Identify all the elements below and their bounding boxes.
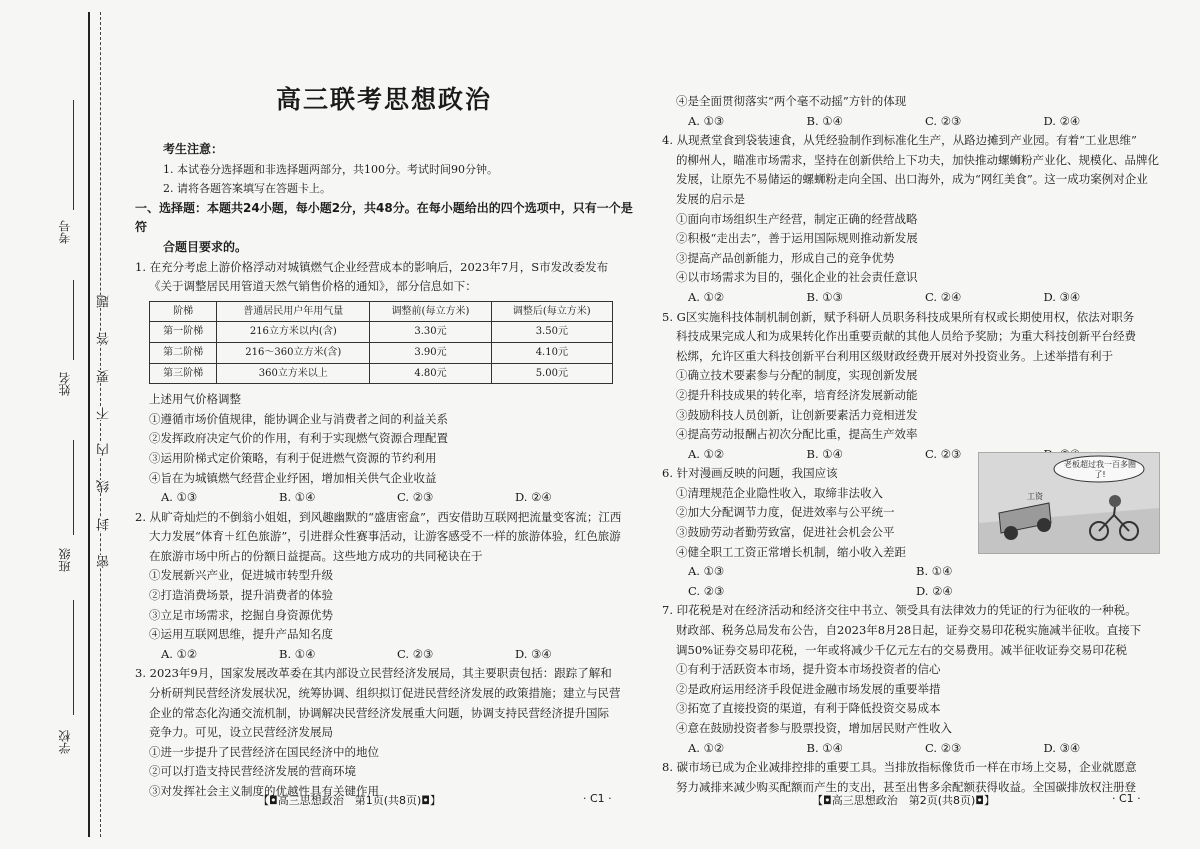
table-cell: 3.50元: [491, 322, 612, 343]
margin-line: [88, 12, 90, 837]
choice-item: ①面向市场组织生产经营，制定正确的经营战略: [676, 211, 918, 226]
option-b: B. ①③: [806, 289, 843, 304]
option-b: B. ①④: [279, 490, 316, 505]
question-stem: 企业的常态化沟通交流机制，协调解决民营经济发展重大问题，协调支持民营经济提升国际: [149, 705, 609, 720]
option-a: A. ①②: [688, 289, 725, 304]
table-cell: 3.90元: [370, 342, 491, 363]
question-stem: 4. 从现煮堂食到袋装速食，从凭经验制作到标准化生产，从路边摊到产业园。有着“工业思维”: [662, 133, 1137, 148]
choice-item: ③鼓励劳动者勤劳致富，促进社会机会公平: [676, 525, 895, 540]
table-cell: 3.30元: [370, 322, 491, 343]
question-2: [135, 508, 633, 665]
choice-item: ①清理规范企业隐性收入，取缔非法收入: [676, 485, 883, 500]
seal-char: 答: [97, 332, 112, 345]
seal-char: 线: [97, 480, 112, 493]
option-a: A. ①②: [688, 446, 725, 461]
choice-item: ②加大分配调节力度，促进效率与公平统一: [676, 505, 895, 520]
option-b: B. ①④: [806, 113, 843, 128]
question-stem: 1. 在充分考虑上游价格浮动对城镇燃气企业经营成本的影响后，2023年7月，S市发改委发布: [135, 259, 609, 274]
question-stem: 3. 2023年9月，国家发展改革委在其内部设立民营经济发展局，其主要职责包括：跟踪了解和: [135, 666, 612, 681]
binding-margin: [0, 0, 110, 849]
option-d: D. ②④: [916, 583, 953, 598]
table-cell: 第一阶梯: [150, 322, 217, 343]
right-column: [662, 92, 1162, 797]
seal-char: 内: [97, 443, 112, 456]
option-c: C. ②③: [397, 490, 434, 505]
option-a: A. ①②: [161, 646, 198, 661]
table-cell: 5.00元: [491, 363, 612, 384]
page-code-left: · C1 ·: [583, 792, 612, 805]
left-column: [135, 84, 633, 802]
choice-item: ②打造消费场景，提升消费者的体验: [149, 588, 333, 603]
table-row: [150, 363, 613, 384]
notice-line: 1. 本试卷分选择题和非选择题两部分，共100分。考试时间90分钟。: [163, 162, 498, 176]
question-stem: 松绑，允许区重大科技创新平台利用区级财政经费开展对外投资业务。上述举措有利于: [676, 348, 1113, 363]
name-blank: [73, 280, 74, 360]
question-stem: 6. 针对漫画反映的问题，我国应该: [662, 466, 838, 481]
table-cell: 216立方米以内(含): [217, 322, 370, 343]
school-label: 学校: [58, 730, 72, 754]
question-stem: 竞争力。可见，设立民营经济发展局: [149, 725, 333, 740]
option-b: B. ①④: [806, 740, 843, 755]
section-title: 一、选择题：本题共24小题，每小题2分，共48分。在每小题给出的四个选项中，只有一个是符: [135, 200, 633, 235]
page-footer-left: 【◘高三思想政治 第1页(共8页)◘】: [258, 794, 441, 807]
choice-item: ④健全职工工资正常增长机制，缩小收入差距: [676, 544, 906, 559]
option-a: A. ①③: [688, 564, 725, 579]
question-stem: 发展，让原先不易储运的螺蛳粉走向全国、出口海外，成为“网红美食”。这一成功案例对企业: [676, 172, 1148, 187]
table-header: 调整前(每立方米): [370, 301, 491, 322]
option-d: D. ②④: [515, 490, 552, 505]
class-blank: [73, 440, 74, 535]
question-stem: 7. 印花税是对在经济活动和经济交往中书立、领受具有法律效力的凭证的行为征收的一种税。: [662, 603, 1137, 618]
question-stem: 在旅游市场中所占的份额日益提高。这些地方成功的共同秘诀在于: [149, 548, 483, 563]
option-c: C. ②③: [397, 646, 434, 661]
choice-item: ②可以打造支持民营经济发展的营商环境: [149, 764, 356, 779]
question-stem: 分析研判民营经济发展状况，统筹协调、组织拟订促进民营经济发展的政策措施；建立与民营: [149, 686, 621, 701]
exam-title: 高三联考思想政治: [275, 85, 492, 114]
question-stem: 的柳州人，瞄准市场需求，坚持在创新供给上下功夫，加快推动螺蛳粉产业化、规模化、品牌化: [676, 152, 1159, 167]
option-d: D. ②④: [1043, 113, 1081, 128]
choice-item: ①有利于活跃资本市场，提升资本市场投资者的信心: [676, 662, 941, 677]
choice-item: ③立足市场需求，挖掘自身资源优势: [149, 607, 333, 622]
choice-item: ④提高劳动报酬占初次分配比重，提高生产效率: [676, 427, 918, 442]
school-blank: [73, 600, 74, 715]
option-c: C. ②③: [925, 740, 962, 755]
choice-item: ①确立技术要素参与分配的制度，实现创新发展: [676, 368, 918, 383]
choice-item: ③提高产品创新能力，形成自己的竞争优势: [676, 250, 895, 265]
table-header: 普通居民用户年用气量: [217, 301, 370, 322]
cartoon-speech-bubble: 老板超过我一百多圈了!: [1064, 460, 1136, 479]
table-cell: 216～360立方米(含): [217, 342, 370, 363]
question-lead: 上述用气价格调整: [149, 392, 241, 407]
answer-options: [135, 488, 633, 508]
option-b: B. ①④: [916, 564, 953, 579]
option-a: A. ①③: [161, 490, 198, 505]
option-d: D. ③④: [515, 646, 552, 661]
option-a: A. ①③: [688, 113, 725, 128]
option-a: A. ①②: [688, 740, 725, 755]
seal-char: 不: [97, 407, 112, 420]
table-header: 调整后(每立方米): [491, 301, 612, 322]
table-cell: 第二阶梯: [150, 342, 217, 363]
page-footer-right: 【◘高三思想政治 第2页(共8页)◘】: [812, 794, 995, 807]
seal-dashed-line: [100, 12, 101, 837]
question-stem: 5. G区实施科技体制机制创新，赋予科研人员职务科技成果所有权或长期使用权，依法对职务: [662, 309, 1135, 324]
choice-item: ④以市场需求为目的，强化企业的社会责任意识: [676, 270, 918, 285]
choice-item: ③对发挥社会主义制度的优越性具有关键作用: [149, 784, 379, 798]
exam-number-label: 考号: [58, 220, 72, 244]
table-row: [150, 342, 613, 363]
choice-item: ①进一步提升了民营经济在国民经济中的地位: [149, 744, 379, 759]
seal-char: 封: [97, 518, 112, 531]
answer-options: [662, 562, 1162, 582]
question-1: [135, 258, 633, 508]
choice-item: ③鼓励科技人员创新，让创新要素活力竞相迸发: [676, 407, 918, 422]
notice-line: 2. 请将各题答案填写在答题卡上。: [163, 182, 331, 196]
choice-item: ②积极“走出去”，善于运用国际规则推动新发展: [676, 231, 918, 246]
option-c: C. ②③: [925, 113, 962, 128]
option-c: C. ②③: [925, 446, 962, 461]
table-header: 阶梯: [150, 301, 217, 322]
choice-item: ②提升科技成果的转化率，培育经济发展新动能: [676, 387, 918, 402]
question-stem: 2. 从旷奇灿烂的不倒翁小姐姐，到风趣幽默的“盛唐密盒”，西安借助互联网把流量变客流；江西: [135, 509, 622, 524]
question-7: [662, 601, 1162, 758]
choice-item: ②发挥政府决定气价的作用，有利于实现燃气资源合理配置: [149, 431, 448, 446]
question-stem: 《关于调整居民用管道天然气销售价格的通知》，部分信息如下：: [149, 279, 477, 294]
choice-item: ④旨在为城镇燃气经营企业纾困，增加相关供气企业收益: [149, 470, 437, 485]
question-stem: 大力发展“体育＋红色旅游”，引进群众性赛事活动，让游客感受不一样的旅游体验，红色旅游: [149, 529, 621, 544]
choice-item: ④运用互联网思维，提升产品知名度: [149, 627, 333, 642]
notice-heading: 考生注意：: [163, 142, 224, 156]
option-b: B. ①④: [806, 446, 843, 461]
question-stem: 财政部、税务总局发布公告，自2023年8月28日起，证券交易印花税实施减半征收。直接下: [676, 623, 1142, 638]
answer-options: [662, 582, 1162, 602]
question-stem: 8. 碳市场已成为企业减排控排的重要工具。当排放指标像货币一样在市场上交易，企业就愿意: [662, 760, 1137, 775]
question-3: [135, 664, 633, 801]
question-4: [662, 131, 1162, 307]
table-cell: 4.10元: [491, 342, 612, 363]
class-label: 班级: [58, 548, 72, 572]
page-code-right: · C1 ·: [1112, 792, 1141, 805]
choice-item: ④意在鼓励投资者参与股票投资，增加居民财产性收入: [676, 721, 952, 735]
seal-char: 题: [97, 295, 112, 308]
choice-item: ①遵循市场价值规律，能协调企业与消费者之间的利益关系: [149, 411, 448, 426]
table-cell: 360立方米以上: [217, 363, 370, 384]
choice-item: ③运用阶梯式定价策略，有利于促进燃气资源的节约利用: [149, 450, 437, 465]
option-d: D. ③④: [1043, 289, 1081, 304]
answer-options: [662, 739, 1162, 759]
question-5: [662, 308, 1162, 465]
table-cell: 4.80元: [370, 363, 491, 384]
cartoon-car-label: 工资: [1027, 492, 1043, 501]
option-c: C. ②③: [688, 583, 725, 598]
seal-char: 要: [97, 370, 112, 383]
table-cell: 第三阶梯: [150, 363, 217, 384]
option-b: B. ①④: [279, 646, 316, 661]
question-stem: 努力减排来减少购买配额而产生的支出，甚至出售多余配额获得收益。全国碳排放权注册登: [676, 779, 1136, 794]
answer-options: [662, 112, 1162, 132]
cartoon-illustration: [978, 452, 1160, 554]
answer-options: [662, 288, 1162, 308]
choice-item: ③拓宽了直接投资的渠道，有利于降低投资交易成本: [676, 701, 941, 716]
choice-item: ①发展新兴产业，促进城市转型升级: [149, 568, 333, 583]
gas-price-table: [149, 301, 613, 384]
question-stem: 发展的启示是: [676, 191, 745, 206]
question-stem: 科技成果完成人和为成果转化作出重要贡献的其他人员给予奖励；为重大科技创新平台经费: [676, 329, 1136, 344]
table-row: [150, 322, 613, 343]
choice-item: ④是全面贯彻落实“两个毫不动摇”方针的体现: [676, 94, 907, 108]
exam-number-blank: [73, 100, 74, 210]
name-label: 姓名: [58, 372, 72, 396]
answer-options: [135, 645, 633, 665]
option-d: D. ③④: [1043, 740, 1081, 755]
choice-item: ②是政府运用经济手段促进金融市场发展的重要举措: [676, 681, 941, 696]
question-stem: 调50%证券交易印花税，一年或将减少千亿元左右的交易费用。减半征收证券交易印花税: [676, 642, 1128, 657]
option-c: C. ②④: [925, 289, 962, 304]
section-title-cont: 合题目要求的。: [163, 239, 248, 254]
seal-char: 密: [97, 555, 112, 568]
